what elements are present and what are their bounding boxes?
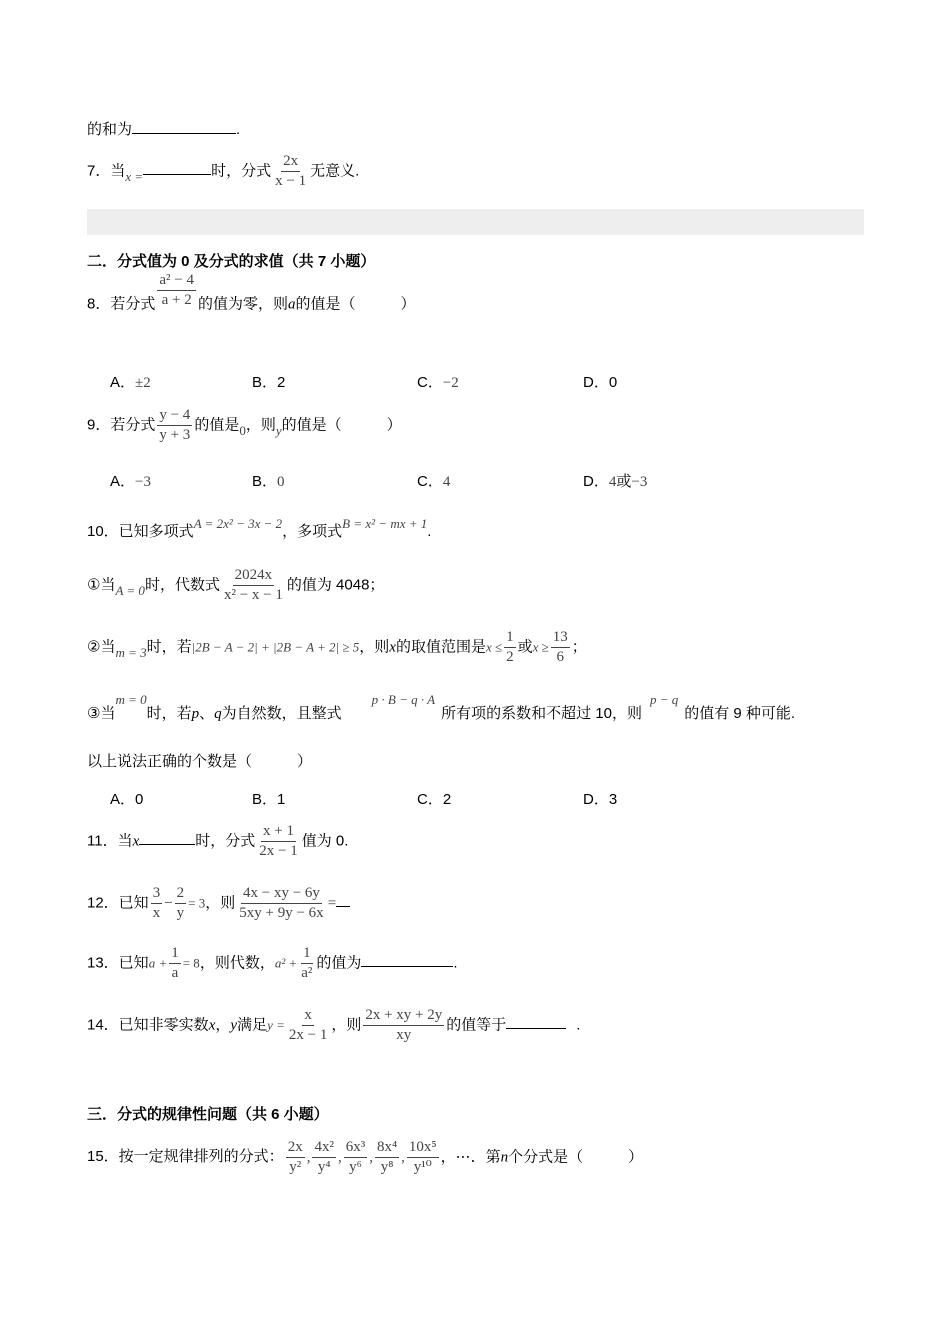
question-14: 14．已知非零实数x，y满足y = $\frac{x}{2x - 1}$ ，则 $\frac{2x + xy + 2y}{xy}$ 的值等于 .	[87, 1007, 581, 1043]
q8-option-a[interactable]: A．±2	[110, 374, 151, 391]
fraction: $\frac{2x}{x - 1}$	[275, 153, 307, 189]
q8-option-b[interactable]: B．2	[252, 374, 286, 391]
answer-blank[interactable]	[506, 1014, 566, 1029]
q9-option-a[interactable]: A．−3	[110, 473, 151, 490]
fraction: $\frac{x}{2x - 1}$	[288, 1007, 328, 1043]
question-11: 11．当x 时，分式 $\frac{x + 1}{2x - 1}$ 值为 0.	[87, 823, 349, 859]
fraction: $\frac{\text{10x⁵}}{\text{y¹⁰}}$	[408, 1139, 437, 1175]
fraction: $\frac{\text{6x³}}{\text{y⁶}}$	[345, 1139, 366, 1175]
question-15: 15．按一定规律排列的分式： $\frac{2x}{\text{y²}}$ , $\frac{\text{4x²}}{\text{y⁴}}$ , $\frac{\text{6x³}}{\text{y⁶}}$ , $\frac{\text{8x⁴}}{\text{y⁸}}$ , $\frac{\text{10x⁵}}{\text{y¹⁰}}$ ，⋯．第n个分式是（ ）	[87, 1139, 644, 1175]
section-divider-band	[87, 209, 864, 235]
fraction: $\frac{2x + xy + 2y}{xy}$	[365, 1007, 443, 1043]
fraction: $\frac{2024x}{\text{x² − x − 1}}$	[223, 567, 283, 603]
fraction: $\frac{13}{6}$	[552, 629, 568, 665]
answer-blank[interactable]	[143, 160, 211, 175]
answer-blank[interactable]	[361, 952, 453, 967]
q8-option-c[interactable]: C．−2	[417, 374, 459, 391]
fraction: $\frac{y - 4}{y + 3}$	[159, 407, 191, 443]
fraction: $\frac{1}{\text{a²}}$	[301, 945, 313, 981]
q9-option-d[interactable]: D．4或−3	[583, 473, 648, 490]
q10-statement-1: ①当A = 0时，代数式 $\frac{2024x}{\text{x² − x − 1}}$ 的值为 4048；	[87, 567, 385, 603]
question-7: 7．当x = 时，分式 $\frac{2x}{x - 1}$ 无意义.	[87, 153, 360, 189]
fraction: $\frac{4x - xy - 6y}{5xy + 9y - 6x}$	[239, 885, 324, 921]
fraction: $\frac{\text{4x²}}{\text{y⁴}}$	[314, 1139, 334, 1175]
q10-option-c[interactable]: C．2	[417, 791, 452, 808]
q10-statement-2: ②当m = 3时，若|2B − A − 2| + |2B − A + 2| ≥ 5，则x的取值范围是x ≤ $\frac{1}{2}$ 或x ≥ $\frac{13}{6}$ ；	[87, 629, 587, 665]
fraction: $\frac{x + 1}{2x - 1}$	[259, 823, 298, 859]
answer-blank[interactable]	[139, 830, 195, 845]
answer-blank[interactable]	[336, 892, 350, 907]
fraction: $\frac{2}{y}$	[176, 885, 185, 921]
question-9: 9．若分式 $\frac{y - 4}{y + 3}$ 的值是0，则y的值是（ ）	[87, 407, 402, 443]
q8-option-d[interactable]: D．0	[583, 374, 618, 391]
q9-option-c[interactable]: C．4	[417, 473, 451, 490]
answer-blank[interactable]	[132, 119, 236, 134]
fraction: $\frac{\text{a² − 4}}{a + 2}$	[159, 272, 194, 308]
q6-tail: 的和为 .	[87, 121, 241, 138]
q10-option-a[interactable]: A．0	[110, 791, 144, 808]
q10-statement-3: ③当m = 0时，若p、q为自然数，且整式p · B − q · A所有项的系数和不超过 10，则p − q的值有 9 种可能.	[87, 692, 796, 722]
fraction: $\frac{2x}{\text{y²}}$	[287, 1139, 303, 1175]
q9-option-b[interactable]: B．0	[252, 473, 285, 490]
question-10: 10．已知多项式A = 2x² − 3x − 2，多项式B = x² − mx + 1.	[87, 516, 432, 540]
q10-option-b[interactable]: B．1	[252, 791, 286, 808]
question-8: 8．若分式 $\frac{\text{a² − 4}}{a + 2}$ 的值为零，则a的值是（ ）	[87, 272, 416, 313]
fraction: $\frac{1}{2}$	[506, 629, 514, 665]
q10-option-d[interactable]: D．3	[583, 791, 618, 808]
question-12: 12．已知 $\frac{3}{x}$ − $\frac{2}{y}$ = 3，则 $\frac{4x - xy - 6y}{5xy + 9y - 6x}$ =	[87, 884, 350, 923]
question-13: 13．已知a + $\frac{1}{a}$ = 8，则代数，a² + $\frac{1}{\text{a²}}$ 的值为 .	[87, 945, 458, 981]
q10-question: 以上说法正确的个数是（ ）	[87, 753, 313, 770]
fraction: $\frac{3}{x}$	[152, 885, 161, 921]
fraction: $\frac{1}{a}$	[171, 945, 179, 981]
fraction: $\frac{\text{8x⁴}}{\text{y⁸}}$	[376, 1139, 398, 1175]
section-title: 二．分式值为 0 及分式的求值（共 7 小题）	[87, 253, 376, 270]
section-title: 三．分式的规律性问题（共 6 小题）	[87, 1106, 329, 1123]
